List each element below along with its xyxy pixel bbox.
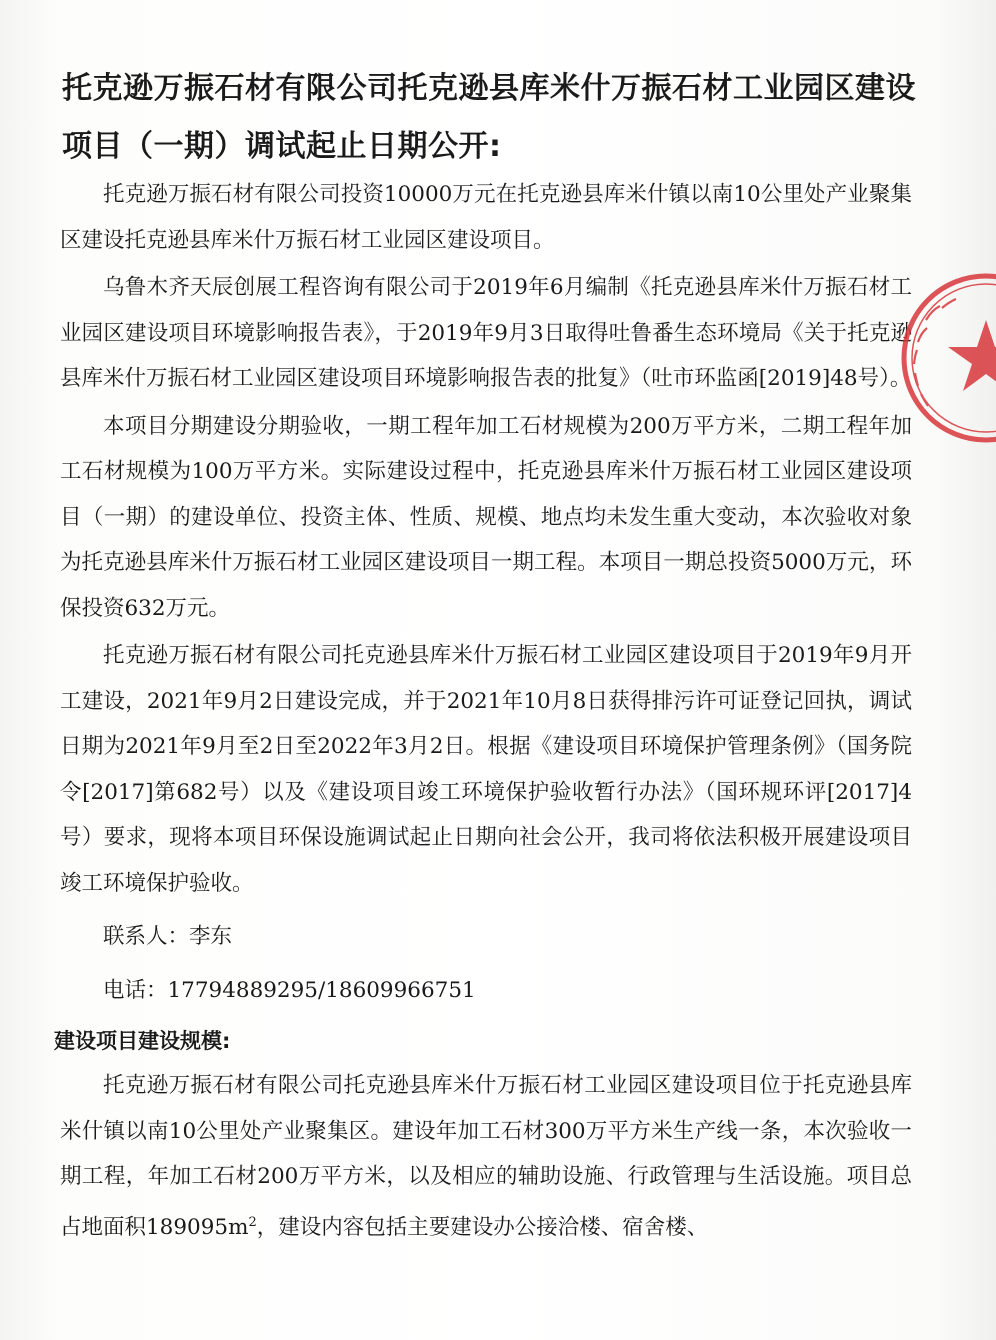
contact-phone: 电话：17794889295/18609966751 — [103, 977, 476, 1003]
paragraph-commissioning-dates: 托克逊万振石材有限公司托克逊县库米什万振石材工业园区建设项目于2019年9月开工建设，2021年9月2日建设完成，并于2021年10月8日获得排污许可证登记回执，调试日期为2021年9月至2日至2022年3月2日。根据《建设项目环境保护管理条例》（国务院令[2017]第682号）以及《建设项目竣工环境保护验收暂行办法》（国环规环评[2017]4号）要求，现将本项目环保设施调试起止日期向社会公开，我司将依法积极开展建设项目竣工环境保护验收。 — [60, 643, 912, 896]
paragraph-investment: 托克逊万振石材有限公司投资10000万元在托克逊县库米什镇以南10公里处产业聚集区建设托克逊县库米什万振石材工业园区建设项目。 — [60, 182, 912, 253]
scale-text-pre: 托克逊万振石材有限公司托克逊县库米什万振石材工业园区建设项目位于托克逊县库米什镇以南10公里处产业聚集区。建设年加工石材300万平方米生产线一条，本次验收一期工程，年加工石材200万平方米，以及相应的辅助设施、行政管理与生活设施。项目总占地面积189095m — [60, 1073, 912, 1240]
contact-person: 联系人：李东 — [103, 924, 233, 949]
paragraph-eia-report: 乌鲁木齐天辰创展工程咨询有限公司于2019年6月编制《托克逊县库米什万振石材工业园区建设项目环境影响报告表》，于2019年9月3日取得吐鲁番生态环境局《关于托克逊县库米什万振石材工业园区建设项目环境影响报告表的批复》（吐市环监函[2019]48号）。 — [60, 275, 912, 391]
document-title: 托克逊万振石材有限公司托克逊县库米什万振石材工业园区建设项目（一期）调试起止日期公开: — [62, 71, 916, 164]
scale-text-post: ，建设内容包括主要建设办公接洽楼、宿舍楼、 — [256, 1214, 709, 1240]
section-heading-scale: 建设项目建设规模: — [54, 1029, 231, 1053]
area-unit-superscript: 2 — [248, 1214, 257, 1230]
paragraph-phased-construction: 本项目分期建设分期验收，一期工程年加工石材规模为200万平方米，二期工程年加工石材规模为100万平方米。实际建设过程中，托克逊县库米什万振石材工业园区建设项目（一期）的建设单位、投资主体、性质、规模、地点均未发生重大变动，本次验收对象为托克逊县库米什万振石材工业园区建设项目一期工程。本项目一期总投资5000万元，环保投资632万元。 — [60, 413, 912, 621]
document-body — [54, 172, 912, 1250]
paragraph-construction-scale — [60, 1063, 912, 1250]
